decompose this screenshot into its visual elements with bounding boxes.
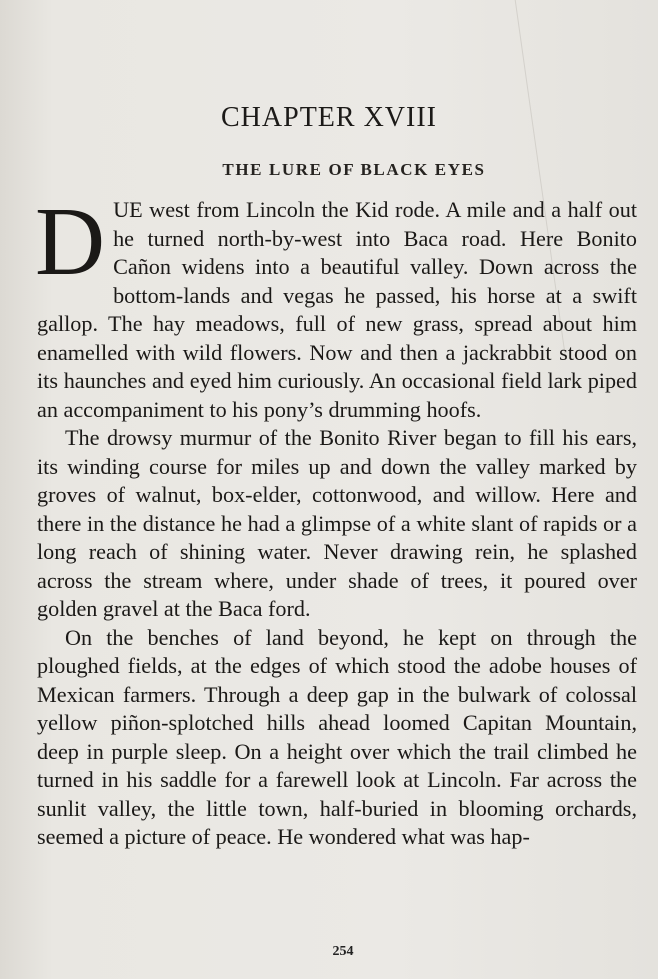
chapter-body (35, 188, 637, 852)
chapter-heading: CHAPTER XVIII (221, 102, 437, 133)
paragraph-1 (35, 188, 637, 424)
drop-cap: D (35, 188, 106, 295)
paragraph-1-text: UE west from Lincoln the Kid rode. A mile and a half out he turned north-by-west into Baca road. Here Bonito Cañon widens into a beautiful valley. Down across the bottom-lands and vegas he passed, his horse at a swift gallop. The hay meadows, full of new grass, spread about him enamelled with wild flowers. Now and then a jackrabbit stood on its haunches and eyed him curiously. An occasional field lark piped an accompaniment to his pony’s drumming hoofs. (37, 197, 637, 422)
page-number: 254 (332, 944, 354, 959)
paragraph-2: The drowsy murmur of the Bonito River began to fill his ears, its winding course for miles up and down the valley marked by groves of walnut, box-elder, cottonwood, and willow. Here and there in the distance he had a glimpse of a white slant of rapids or a long reach of shining water. Never drawing rein, he splashed across the stream where, under shade of trees, it poured over golden gravel at the Baca ford. (37, 425, 637, 621)
chapter-title: THE LURE OF BLACK EYES (222, 160, 486, 179)
paragraph-3: On the benches of land beyond, he kept on through the ploughed fields, at the edges of which stood the adobe houses of Mexican farmers. Through a deep gap in the bulwark of colossal yellow piñon-splotched hills ahead loomed Capitan Mountain, deep in purple sleep. On a height over which the trail climbed he turned in his saddle for a farewell look at Lincoln. Far across the sunlit valley, the little town, half-buried in blooming orchards, seemed a picture of peace. He wondered what was hap- (37, 624, 637, 849)
